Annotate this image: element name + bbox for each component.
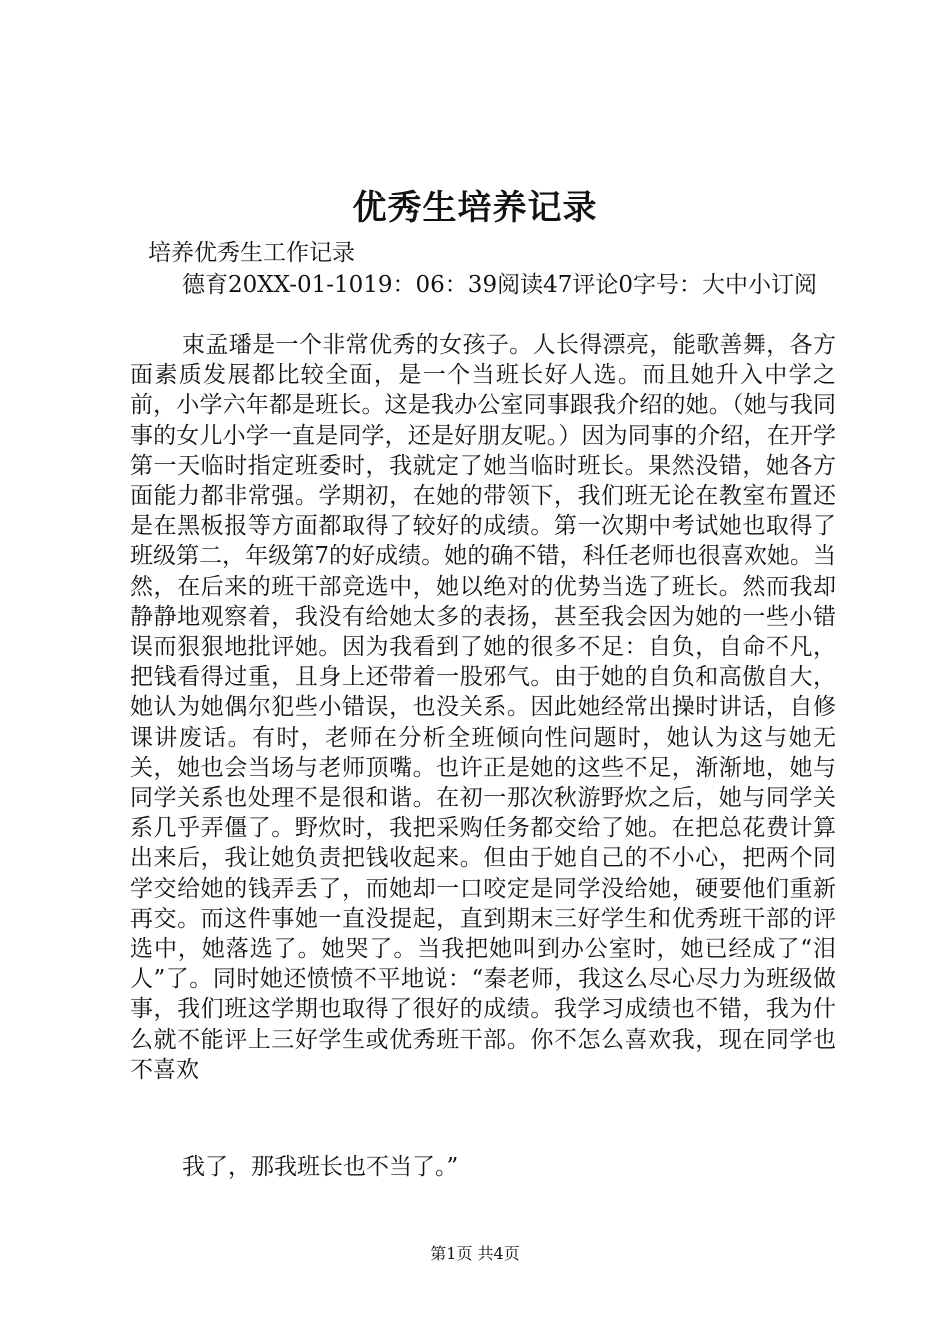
body-paragraph: 束孟璠是一个非常优秀的女孩子。人长得漂亮，能歌善舞，各方面素质发展都比较全面，是一个当班长好人选。而且她升入中学之前，小学六年都是班长。这是我办公室同事跟我介绍的她。（她与我同事的女儿小学一直是同学，还是好朋友呢。）因为同事的介绍，在开学第一天临时指定班委时，我就定了她当临时班长。果然没错，她各方面能力都非常强。学期初，在她的带领下，我们班无论在教室布置还是在黑板报等方面都取得了较好的成绩。第一次期中考试她也取得了班级第二，年级第7的好成绩。她的确不错，科任老师也很喜欢她。当然，在后来的班干部竞选中，她以绝对的优势当选了班长。然而我却静静地观察着，我没有给她太多的表扬，甚至我会因为她的一些小错误而狠狠地批评她。因为我看到了她的很多不足：自负，自命不凡，把钱看得过重，且身上还带着一股邪气。由于她的自负和高傲自大，她认为她偶尔犯些小错误，也没关系。因此她经常出操时讲话，自修课讲废话。有时，老师在分析全班倾向性问题时，她认为这与她无关，她也会当场与老师顶嘴。也许正是她的这些不足，渐渐地，她与同学关系也处理不是很和谐。在初一那次秋游野炊之后，她与同学关系几乎弄僵了。野炊时，我把采购任务都交给了她。在把总花费计算出来后，我让她负责把钱收起来。但由于她自己的不小心，把两个同学交给她的钱弄丢了，而她却一口咬定是同学没给她，硬要他们重新再交。而这件事她一直没提起，直到期末三好学生和优秀班干部的评选中，她落选了。她哭了。当我把她叫到办公室时，她已经成了“泪人”了。同时她还愤愤不平地说：“秦老师，我这么尽心尽力为班级做事，我们班这学期也取得了很好的成绩。我学习成绩也不错，我为什么就不能评上三好学生或优秀班干部。你不怎么喜欢我，现在同学也不喜欢 [130, 332, 836, 1083]
document-title: 优秀生培养记录 [352, 188, 598, 228]
meta-line: 德育20XX-01-1019：06：39阅读47评论0字号：大中小订阅 [182, 272, 817, 298]
page-footer: 第1页 共4页 [430, 1244, 520, 1263]
document-subtitle: 培养优秀生工作记录 [148, 240, 355, 266]
closing-line: 我了，那我班长也不当了。” [182, 1154, 459, 1180]
